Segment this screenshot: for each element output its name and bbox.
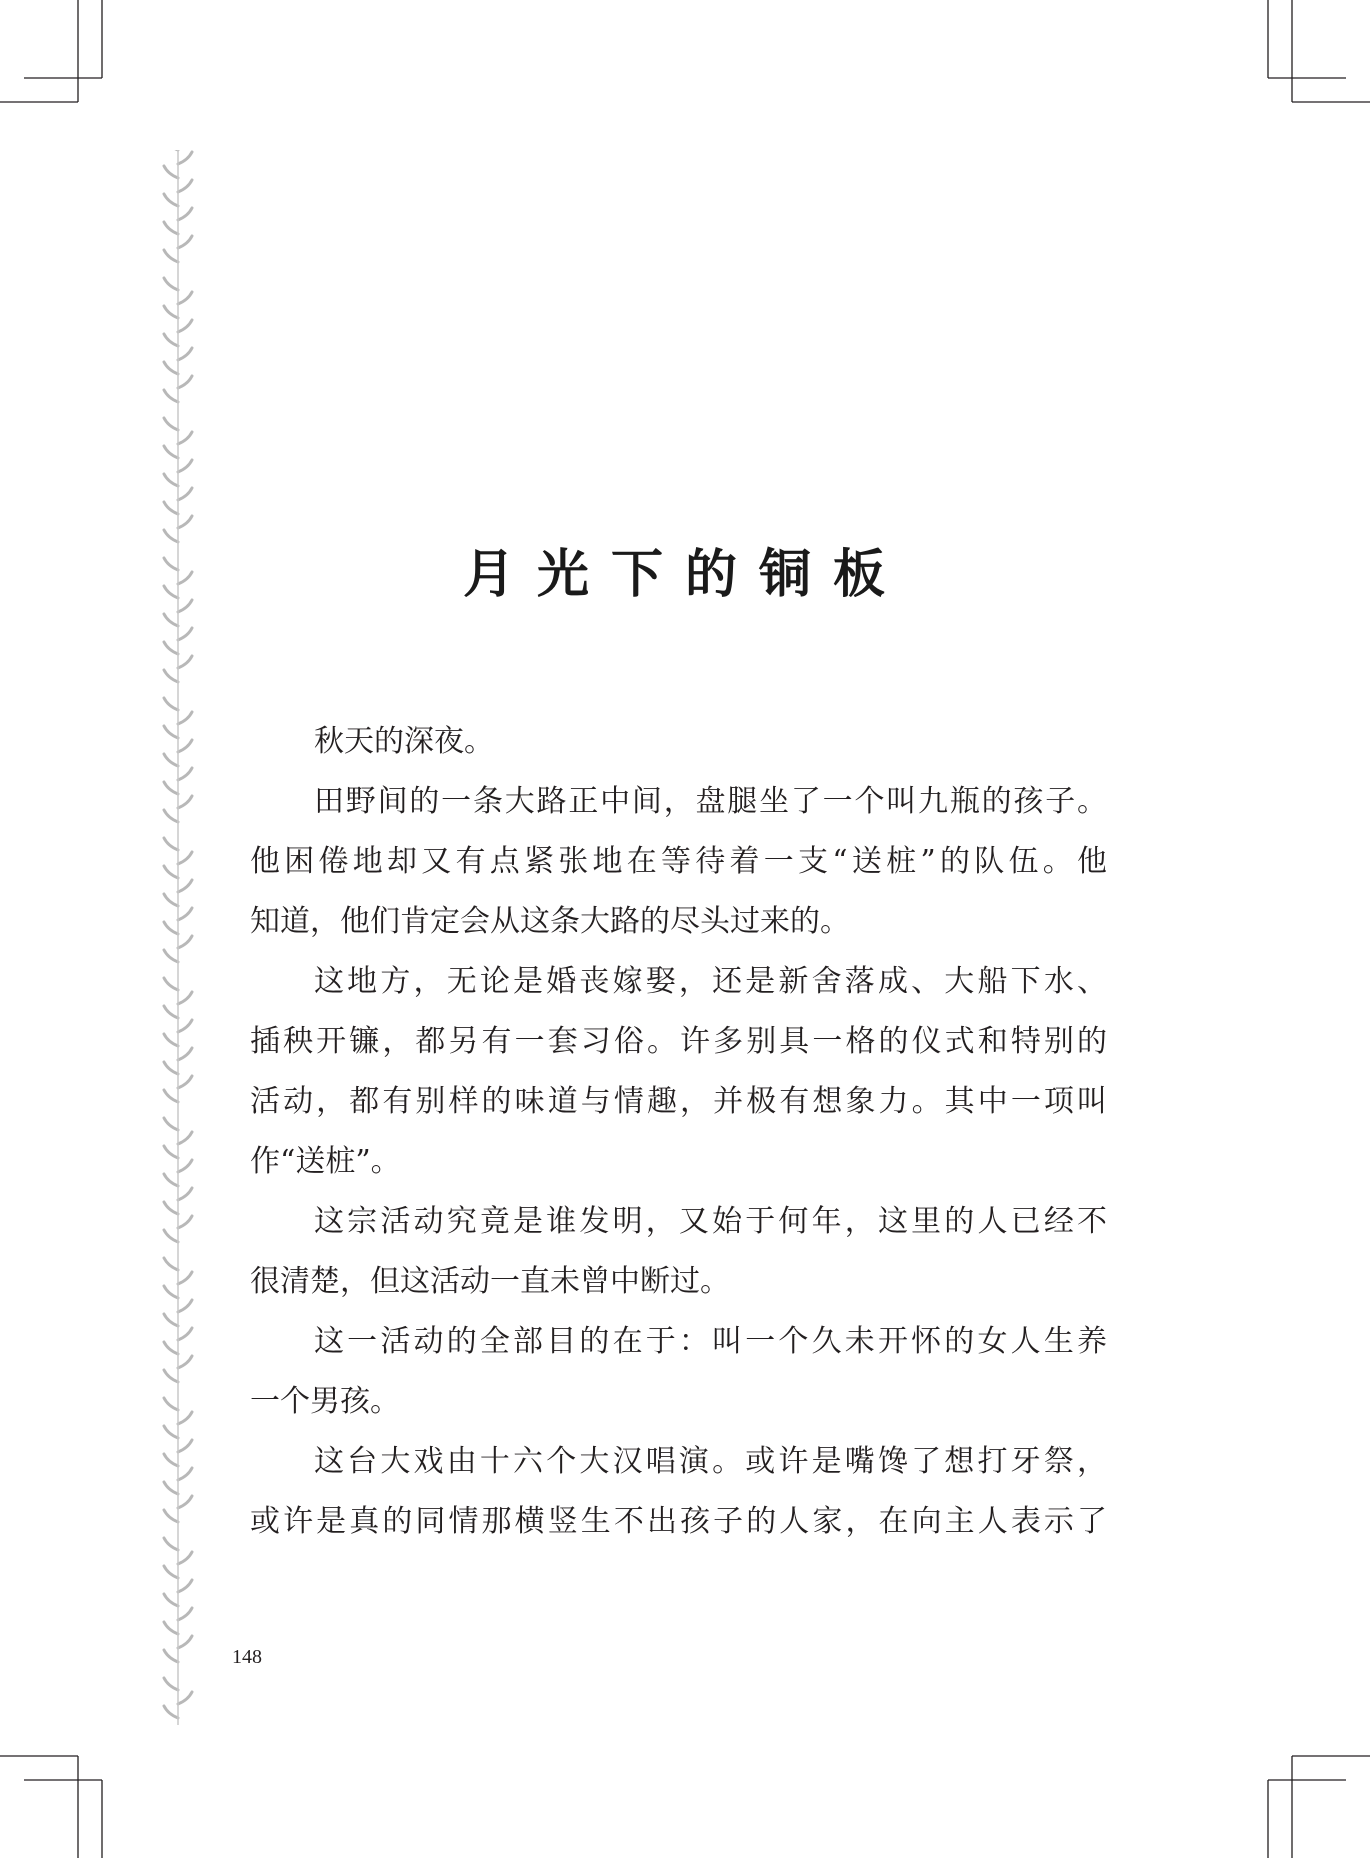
text-line: 这一活动的全部目的在于：叫一个久未开怀的女人生养 <box>314 1324 1107 1359</box>
text-line: 这宗活动究竟是谁发明，又始于何年，这里的人已经不 <box>314 1204 1107 1239</box>
text-line: 这地方，无论是婚丧嫁娶，还是新舍落成、大船下水、 <box>314 964 1107 999</box>
text-line: 这台大戏由十六个大汉唱演。或许是嘴馋了想打牙祭， <box>314 1444 1107 1479</box>
text-line: 一个男孩。 <box>250 1384 400 1419</box>
text-line: 秋天的深夜。 <box>314 724 494 759</box>
text-line: 活动，都有别样的味道与情趣，并极有想象力。其中一项叫 <box>250 1084 1107 1119</box>
text-line: 知道，他们肯定会从这条大路的尽头过来的。 <box>250 904 850 939</box>
page-number: 148 <box>232 1646 262 1668</box>
text-line: 他困倦地却又有点紧张地在等待着一支“送桩”的队伍。他 <box>250 844 1107 879</box>
leaf-vine-decoration <box>160 150 196 1725</box>
text-line: 田野间的一条大路正中间，盘腿坐了一个叫九瓶的孩子。 <box>314 784 1107 819</box>
body-text <box>250 712 1107 1552</box>
text-line: 作“送桩”。 <box>250 1144 401 1179</box>
text-line: 很清楚，但这活动一直未曾中断过。 <box>250 1264 730 1299</box>
text-line: 或许是真的同情那横竖生不出孩子的人家，在向主人表示了 <box>250 1504 1107 1539</box>
chapter-title: 月光下的铜板 <box>462 544 907 605</box>
text-line: 插秧开镰，都另有一套习俗。许多别具一格的仪式和特别的 <box>250 1024 1107 1059</box>
